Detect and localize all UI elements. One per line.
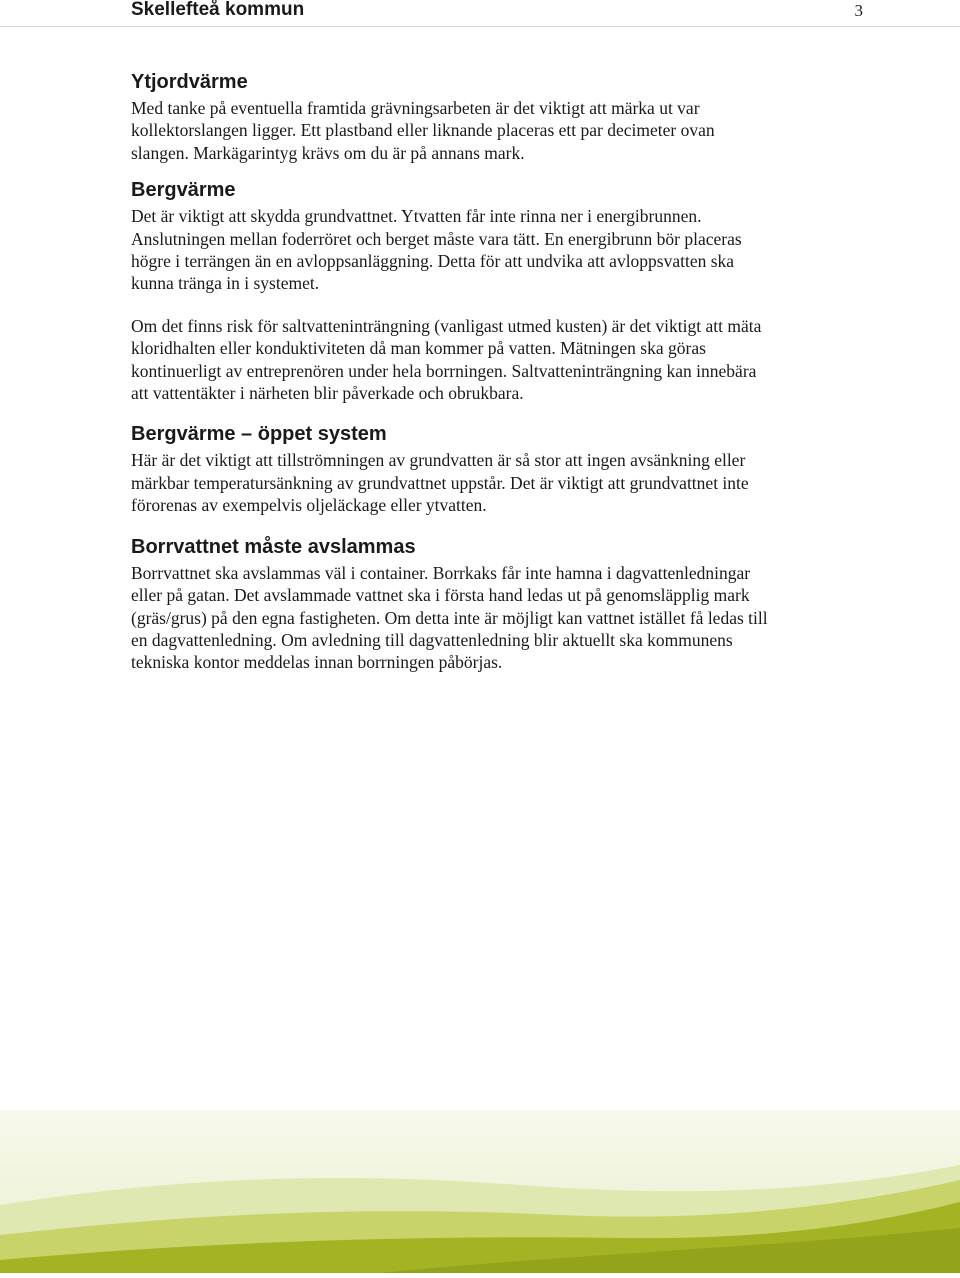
text-line: att vattentäkter i närheten blir påverkade och obrukbara. (131, 383, 524, 404)
text-line: en dagvattenledning. Om avledning till dagvattenledning blir aktuellt ska kommunens (131, 629, 733, 650)
paragraph-bergvarme-2 (131, 315, 841, 405)
heading-bergvarme: Bergvärme (131, 179, 236, 202)
text-line: Med tanke på eventuella framtida grävningsarbeten är det viktigt att märka ut var (131, 98, 700, 118)
text-line: Här är det viktigt att tillströmningen av grundvatten är så stor att ingen avsänkning eller (131, 450, 746, 471)
text-line: Anslutningen mellan foderröret och berget måste vara tätt. En energibrunn bör placeras (131, 228, 742, 249)
document-body (131, 70, 841, 674)
text-line: Borrvattnet ska avslammas väl i container. Borrkaks får inte hamna i dagvattenledningar (131, 562, 751, 583)
footer-wave-decoration (0, 1110, 960, 1273)
text-line: kontinuerligt av entreprenören under hela borrningen. Saltvatteninträngning kan innebära (131, 360, 757, 381)
text-line: tekniska kontor meddelas innan borrningen påbörjas. (131, 652, 503, 673)
text-line: Om det finns risk för saltvatteninträngning (vanligast utmed kusten) är det viktigt att mäta (131, 315, 762, 336)
heading-borrvattnet: Borrvattnet måste avslammas (131, 535, 416, 558)
text-line: högre i terrängen än en avloppsanläggning. Detta för att undvika att avloppsvatten ska (131, 251, 735, 272)
page-number: 3 (854, 1, 863, 20)
text-line: Det är viktigt att skydda grundvattnet. Ytvatten får inte rinna ner i energibrunnen. (131, 206, 702, 227)
heading-ytjordvarme: Ytjordvärme (131, 71, 248, 93)
text-line: slangen. Markägarintyg krävs om du är på annans mark. (131, 142, 525, 163)
paragraph-bergvarme-1 (131, 205, 841, 295)
text-line: (gräs/grus) på den egna fastigheten. Om detta inte är möjligt kan vattnet istället få ledas till (131, 607, 768, 628)
paragraph-ytjordvarme (131, 97, 841, 164)
text-line: eller på gatan. Det avslammade vattnet ska i första hand ledas ut på genomsläpplig mark (131, 585, 750, 606)
organization-name: Skellefteå kommun (131, 0, 305, 20)
heading-bergvarme-oppet-system: Bergvärme – öppet system (131, 423, 387, 446)
text-line: kloridhalten eller konduktiviteten då man kommer på vatten. Mätningen ska göras (131, 338, 706, 359)
text-line: märkbar temperatursänkning av grundvattnet uppstår. Det är viktigt att grundvattnet inte (131, 472, 749, 493)
text-line: kunna tränga in i systemet. (131, 273, 320, 294)
wave-graphic (0, 1110, 960, 1273)
paragraph-borrvattnet (131, 562, 841, 674)
text-line: förorenas av exempelvis oljeläckage eller ytvatten. (131, 495, 487, 516)
page-header (0, 0, 960, 27)
paragraph-oppet-system (131, 449, 841, 516)
text-line: kollektorslangen ligger. Ett plastband eller liknande placeras ett par decimeter ovan (131, 120, 715, 141)
